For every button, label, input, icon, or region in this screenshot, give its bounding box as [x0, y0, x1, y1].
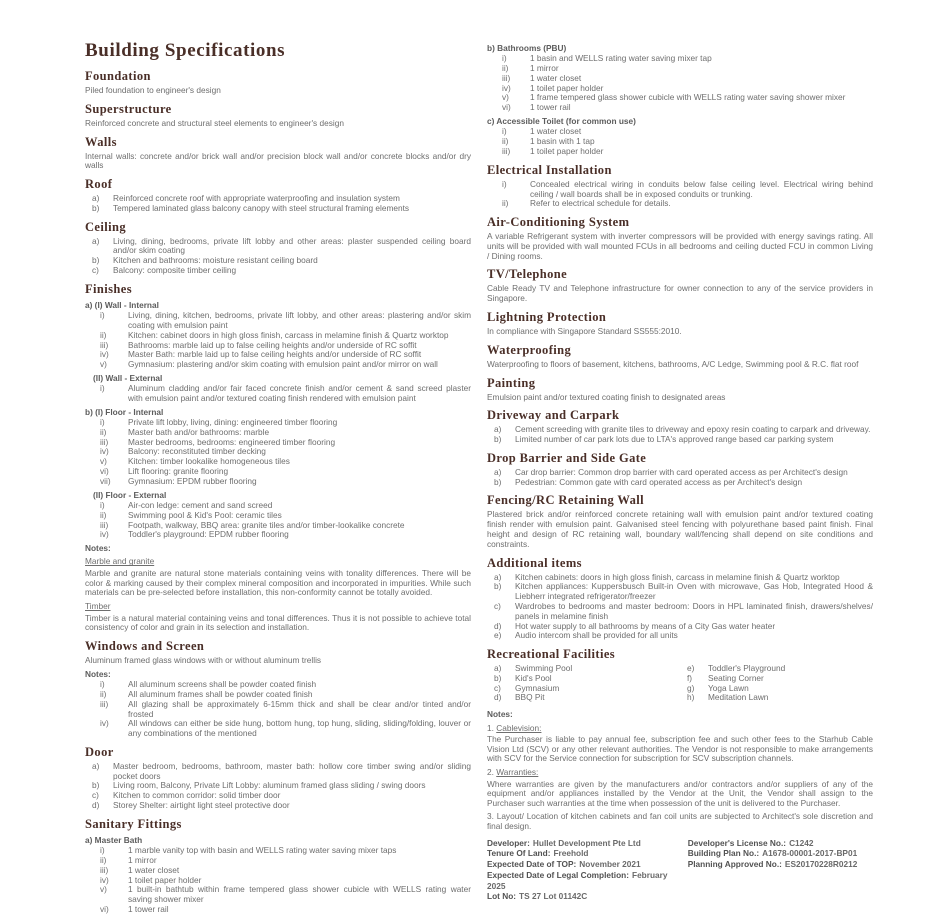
detail-value: C1242 — [789, 837, 814, 848]
list-text: Storey Shelter: airtight light steel protective door — [113, 800, 290, 811]
list-marker: b) — [494, 476, 502, 487]
list-item — [494, 693, 680, 703]
list-item — [100, 905, 471, 915]
sub-heading: (II) Wall - External — [93, 372, 163, 383]
detail-value: February 2025 — [487, 869, 668, 891]
list-marker: i) — [100, 845, 105, 856]
page-title: Building Specifications — [85, 40, 286, 61]
list-item — [92, 266, 471, 276]
list-item — [92, 237, 471, 257]
list-text: 1 built-in bathtub within frame tempered glass shower cubicle with WELLS rating water saving shower mixer — [128, 884, 471, 905]
list-text: BBQ Pit — [515, 692, 545, 703]
detail-row — [688, 859, 873, 870]
list-marker: a) — [92, 235, 100, 246]
section-heading: Additional items — [487, 555, 582, 570]
paragraph: Marble and granite are natural stone materials containing veins with tonality differences. There will be color & marking caused by their complex mineral composition and incorporated in impurities. While such materials can be pre-selected before installation, this non-conformity cannot be totally avoided. — [85, 567, 471, 598]
list-item — [92, 801, 471, 811]
list-marker: iii) — [100, 436, 109, 447]
note-number: 2. — [487, 767, 497, 778]
detail-value: Freehold — [553, 848, 589, 859]
paragraph: 3. Layout/ Location of kitchen cabinets and fan coil units are subjected to Architect's sole discretion and final design. — [487, 810, 873, 831]
list-text: Pedestrian: Common gate with card operated access as per Architect's design — [515, 476, 803, 487]
sub-heading: a) (I) Wall - Internal — [85, 299, 159, 310]
list-text: Master bedroom, bedrooms, bathroom, master bath: hollow core timber swing and/or sliding pocket doors — [113, 760, 471, 781]
underlined-note-label — [85, 556, 471, 566]
list-text: Gymnasium: EPDM rubber flooring — [128, 475, 257, 486]
detail-label: Expected Date of TOP: — [487, 859, 577, 870]
list-text: Seating Corner — [708, 672, 764, 683]
list-item — [494, 478, 873, 488]
note-number: 1. — [487, 722, 497, 733]
list-marker: d) — [494, 620, 502, 631]
section — [85, 177, 471, 214]
list-marker: ii) — [502, 63, 509, 74]
section-heading: Superstructure — [85, 101, 172, 116]
list — [487, 180, 873, 209]
section-heading: Foundation — [85, 69, 151, 83]
list-text: Limited number of car park lots due to LTA's approved range based car parking system — [515, 434, 834, 445]
document-content — [85, 40, 873, 918]
list-text: Master bath and/or bathrooms: marble — [128, 426, 270, 437]
section — [487, 376, 873, 403]
list-item — [100, 477, 471, 487]
list — [85, 501, 471, 540]
list-marker: v) — [100, 884, 107, 895]
section — [487, 493, 873, 549]
list-text: All aluminum frames shall be powder coated finish — [128, 689, 313, 699]
list-text: Gymnasium: plastering and/or skim coating with emulsion paint and/or mirror on wall — [128, 359, 438, 370]
list — [85, 762, 471, 811]
list-text: Tempered laminated glass balcony canopy with steel structural framing elements — [113, 202, 410, 213]
list-item — [502, 103, 873, 113]
list-text: Hot water supply to all bathrooms by means of a City Gas water heater — [515, 620, 776, 631]
list-marker: vi) — [100, 903, 109, 914]
section — [487, 310, 873, 337]
left-column — [85, 40, 471, 918]
list-item — [494, 582, 873, 602]
list-marker: c) — [92, 790, 99, 801]
list-text: Car drop barrier: Common drop barrier with card operated access as per Architect's design — [515, 466, 848, 477]
list-marker: b) — [92, 202, 100, 213]
list-marker: ii) — [100, 689, 107, 699]
section — [85, 220, 471, 276]
list-text: 1 toilet paper holder — [530, 82, 604, 93]
list-text: Audio intercom shall be provided for all units — [515, 630, 678, 641]
list-text: Aluminum cladding and/or fair faced concrete finish and/or cement & sand screed plaster with emulsion paint and/or textured coating finish rendered with emulsion paint — [128, 383, 471, 403]
note-label-text: Marble and granite — [85, 556, 155, 567]
section-heading: Air-Conditioning System — [487, 215, 630, 230]
list-marker: d) — [92, 800, 100, 811]
detail-label: Tenure Of Land: — [487, 848, 551, 859]
list-text: 1 mirror — [530, 63, 559, 74]
list-marker: c) — [494, 682, 501, 693]
detail-value: November 2021 — [579, 859, 641, 870]
list-marker: a) — [92, 760, 100, 771]
list-item — [502, 199, 873, 209]
list-text: Kitchen: cabinet doors in high gloss finish, carcass in melamine finish & Quartz worktop — [128, 329, 449, 340]
section-heading: Roof — [85, 177, 113, 192]
list-text: 1 tower rail — [530, 102, 571, 113]
section — [85, 135, 471, 172]
list-marker: a) — [494, 571, 502, 582]
detail-label: Expected Date of Legal Completion: — [487, 869, 629, 880]
detail-value: A1678-00001-2017-BP01 — [762, 848, 858, 859]
list-marker: v) — [100, 456, 107, 467]
list-marker: iv) — [502, 82, 511, 93]
list — [487, 468, 873, 488]
underlined-note-label — [85, 601, 471, 611]
paragraph: In compliance with Singapore Standard SS555:2010. — [487, 326, 682, 336]
list-marker: b) — [494, 581, 502, 592]
detail-row — [487, 891, 688, 902]
section — [487, 451, 873, 488]
list-item — [502, 180, 873, 200]
list-text: 1 basin and WELLS rating water saving mixer tap — [530, 53, 712, 64]
section — [487, 215, 873, 261]
list-marker: e) — [494, 630, 502, 641]
list — [85, 237, 471, 276]
list-text: Kitchen and bathrooms: moisture resistant ceiling board — [113, 255, 318, 266]
section-heading: Recreational Facilities — [487, 647, 616, 662]
list-text: Living room, Balcony, Private Lift Lobby: aluminum framed glass sliding / swing doors — [113, 780, 426, 791]
project-details-right — [688, 838, 873, 903]
detail-label: Building Plan No.: — [687, 848, 760, 859]
section — [487, 647, 873, 706]
list-marker: i) — [502, 126, 507, 137]
list-text: Kitchen to common corridor: solid timber door — [113, 790, 281, 801]
section-heading: Door — [85, 744, 114, 759]
list — [487, 54, 873, 113]
list-text: 1 toilet paper holder — [128, 874, 202, 885]
list-item — [687, 693, 873, 703]
list-text: 1 water closet — [530, 126, 582, 137]
list-marker: ii) — [100, 854, 107, 865]
section-heading: TV/Telephone — [487, 267, 568, 282]
sub-heading: (II) Floor - External — [93, 489, 167, 500]
section-heading: Finishes — [85, 281, 132, 296]
list-text: Master Bath: marble laid up to false ceiling heights and/or underside of RC soffit — [128, 349, 422, 360]
project-details-block — [487, 838, 873, 903]
detail-value: TS 27 Lot 01142C — [519, 891, 588, 902]
list — [487, 425, 873, 445]
sub-heading: Notes: — [487, 709, 513, 720]
list-marker: iv) — [100, 874, 109, 885]
section-heading: Ceiling — [85, 219, 126, 234]
list-text: Balcony: composite timber ceiling — [113, 265, 237, 276]
list-marker: c) — [494, 600, 501, 611]
list-marker: b) — [494, 672, 502, 683]
sub-heading: b) (I) Floor - Internal — [85, 406, 164, 417]
sub-heading: c) Accessible Toilet (for common use) — [487, 116, 636, 127]
list-marker: h) — [687, 692, 695, 703]
note-label-text: Warranties: — [496, 767, 539, 778]
list-marker: b) — [494, 434, 502, 445]
list-item — [494, 602, 873, 622]
list-marker: b) — [92, 780, 100, 791]
list-marker: i) — [100, 383, 105, 394]
list-marker: i) — [502, 178, 507, 189]
list-marker: iii) — [100, 339, 109, 350]
note-label-text: Timber — [85, 601, 111, 612]
two-column-list-left — [487, 664, 680, 706]
section — [487, 267, 873, 304]
list-text: Toddler's playground: EPDM rubber flooring — [128, 529, 289, 540]
list-marker: b) — [92, 255, 100, 266]
detail-value: Hullet Development Pte Ltd — [532, 837, 641, 848]
list-marker: ii) — [100, 426, 107, 437]
list-marker: e) — [687, 663, 695, 674]
detail-label: Lot No: — [487, 891, 517, 902]
two-column-list-right — [680, 664, 873, 706]
section — [85, 745, 471, 811]
list-item — [100, 360, 471, 370]
list-text: Living, dining, bedrooms, private lift lobby and other areas: plaster suspended ceiling board and/or skim coating — [113, 235, 471, 256]
list — [85, 418, 471, 486]
paragraph: Piled foundation to engineer's design — [85, 85, 221, 95]
list-text: 1 marble vanity top with basin and WELLS rating water saving mixer taps — [128, 845, 397, 856]
list — [85, 846, 471, 914]
detail-label: Developer: — [487, 837, 530, 848]
list-marker: iv) — [100, 718, 109, 729]
list-text: Master bedrooms, bedrooms: engineered timber flooring — [128, 436, 336, 447]
list-text: All aluminum screens shall be powder coated finish — [128, 679, 317, 690]
list-marker: iii) — [100, 864, 109, 875]
list-text: Lift flooring: granite flooring — [128, 466, 229, 477]
paragraph: The Purchaser is liable to pay annual fee, subscription fee and such other fees to the Starhub Cable Vision Ltd (SCV) or any other relevant authorities. The Vendor is not responsible to make arrangements with SCV for the Service connection for subscription for SCV subscription channels. — [487, 733, 873, 764]
section-heading: Lightning Protection — [487, 310, 607, 324]
list-text: 1 basin with 1 tap — [530, 136, 595, 147]
list-marker: vii) — [100, 475, 111, 486]
paragraph: Timber is a natural material containing veins and tonal differences. Thus it is not possible to achieve total consistency of color and grain in its selection and installation. — [85, 612, 471, 633]
list-text: Concealed electrical wiring in conduits below false ceiling level. Electrical wiring behind ceiling / wall boards shall be in exposed conduits or trunking. — [530, 178, 873, 199]
list-marker: iv) — [100, 446, 109, 457]
detail-label: Planning Approved No.: — [687, 859, 782, 870]
section-heading: Drop Barrier and Side Gate — [487, 450, 647, 465]
list — [85, 194, 471, 214]
section — [487, 408, 873, 445]
list-text: 1 mirror — [128, 854, 157, 865]
paragraph: Aluminum framed glass windows with or without aluminum trellis — [85, 655, 322, 666]
list-text: Kitchen: timber lookalike homogeneous tiles — [128, 456, 290, 467]
list-marker: iii) — [100, 698, 109, 709]
section-heading: Painting — [487, 375, 536, 390]
list-marker: iv) — [100, 349, 109, 360]
list-item — [100, 885, 471, 905]
list-text: Gymnasium — [515, 682, 560, 693]
list-text: Swimming pool & Kid's Pool: ceramic tiles — [128, 509, 282, 520]
list-marker: g) — [687, 682, 695, 693]
paragraph: Reinforced concrete and structural steel elements to engineer's design — [85, 117, 344, 128]
paragraph: Where warranties are given by the manufacturers and/or contractors and/or suppliers of any of the equipment and/or appliances installed by the Vendor at the Unit, the Vendor shall assign to the Purchaser such warranties at the time when possession of the unit is delivered to the Purchaser. — [487, 778, 873, 809]
list-marker: i) — [502, 53, 507, 64]
list-text: Private lift lobby, living, dining: engineered timber flooring — [128, 417, 338, 428]
list-text: Kitchen cabinets: doors in high gloss finish, carcass in melamine finish & Quartz worktop — [515, 571, 840, 582]
list-marker: v) — [100, 359, 107, 370]
list-text: 1 tower rail — [128, 903, 169, 914]
list-marker: a) — [494, 466, 502, 477]
list-marker: i) — [100, 679, 105, 690]
list-text: Air-con ledge: cement and sand screed — [128, 499, 273, 510]
list — [85, 680, 471, 739]
section — [85, 69, 471, 96]
section — [487, 556, 873, 641]
right-column — [487, 40, 873, 918]
detail-row — [688, 838, 873, 849]
sub-heading: a) Master Bath — [85, 834, 143, 845]
list-marker: ii) — [502, 136, 509, 147]
list-text: Kid's Pool — [515, 672, 552, 683]
paragraph: Emulsion paint and/or textured coating finish to designated areas — [487, 391, 726, 402]
list-marker: f) — [687, 672, 693, 683]
section-heading: Electrical Installation — [487, 162, 612, 177]
detail-row — [487, 838, 688, 849]
section — [85, 639, 471, 739]
section — [487, 163, 873, 209]
list-marker: iii) — [100, 519, 109, 530]
section-heading: Fencing/RC Retaining Wall — [487, 493, 645, 508]
list — [85, 311, 471, 370]
section — [487, 343, 873, 370]
two-column-list — [487, 664, 873, 706]
list-marker: a) — [494, 424, 502, 435]
section-heading: Windows and Screen — [85, 639, 205, 654]
list-text: Swimming Pool — [515, 663, 573, 674]
list-text: Kitchen appliances: Kuppersbusch Built-in Oven with microwave, Gas Hob, Integrated Hood & Liebherr integrated refrigerator/freezer — [515, 581, 873, 602]
section — [85, 102, 471, 129]
list-text: Yoga Lawn — [708, 682, 749, 693]
section — [85, 817, 471, 915]
sub-heading: b) Bathrooms (PBU) — [487, 43, 567, 53]
list-text: 1 water closet — [128, 864, 180, 875]
section — [85, 282, 471, 540]
list-marker: ii) — [502, 198, 509, 209]
list-item — [494, 631, 873, 641]
list-item — [494, 435, 873, 445]
list-item — [92, 762, 471, 782]
list-text: Reinforced concrete roof with appropriate waterproofing and insulation system — [113, 193, 400, 204]
paragraph: Cable Ready TV and Telephone infrastructure for owner connection to any of the service providers in Singapore. — [487, 283, 873, 304]
detail-label: Developer's License No.: — [687, 837, 787, 848]
list — [487, 127, 873, 156]
list-text: Meditation Lawn — [708, 692, 769, 703]
section — [487, 709, 873, 902]
section-heading: Driveway and Carpark — [487, 408, 620, 423]
list-item — [100, 384, 471, 404]
detail-row — [487, 859, 688, 870]
list-text: All windows can either be side hung, bottom hung, top hung, sliding, sliding/folding, louver or any combinations of the mentioned — [128, 718, 471, 739]
list-marker: c) — [92, 265, 99, 276]
list-marker: a) — [92, 193, 100, 204]
detail-row — [688, 848, 873, 859]
list-text: Wardrobes to bedrooms and master bedroom: Doors in HPL laminated finish, drawers/shelves/ panels in melamine finish — [515, 600, 873, 621]
list-item — [100, 700, 471, 720]
underlined-note-label — [487, 767, 873, 777]
list-marker: a) — [494, 663, 502, 674]
list-marker: iii) — [502, 72, 511, 83]
list — [487, 573, 873, 641]
sub-heading: Notes: — [85, 543, 111, 554]
paragraph: A variable Refrigerant system with inverter compressors will be provided with energy savings rating. All units will be provided with wall mounted FCUs in all bedrooms and ceiling ducted FCU in common Living / Dining rooms. — [487, 231, 873, 261]
list-marker: i) — [100, 310, 105, 321]
list-item — [92, 204, 471, 214]
list-text: Footpath, walkway, BBQ area: granite tiles and/or timber-lookalike concrete — [128, 519, 405, 530]
list-text: All glazing shall be approximately 6-15mm thick and shall be clear and/or tinted and/or frosted — [128, 698, 471, 719]
paragraph: Internal walls: concrete and/or brick wall and/or precision block wall and/or concrete blocks and/or dry walls — [85, 150, 471, 171]
paragraph: Plastered brick and/or reinforced concrete retaining wall with emulsion paint and/or textured coating finish render with emulsion paint. Galvanised steel fencing with polyurethane based paint finish. Final height and design of RC retaining wall, boundary wall/fencing shall depend on site conditions and constraints. — [487, 509, 873, 549]
paragraph: Waterproofing to floors of basement, kitchens, bathrooms, A/C Ledge, Swimming pool & R.C. flat roof — [487, 358, 859, 369]
list-marker: d) — [494, 692, 502, 703]
list-item — [100, 530, 471, 540]
project-details-left — [487, 838, 688, 903]
list-marker: i) — [100, 499, 105, 510]
list-marker: iii) — [502, 145, 511, 156]
list-text: Balcony: reconstituted timber decking — [128, 446, 266, 457]
list-text: Bathrooms: marble laid up to false ceiling heights and/or underside of RC soffit — [128, 339, 417, 350]
underlined-note-label — [487, 723, 873, 733]
note-label-text: Cablevision: — [496, 722, 542, 733]
list-text: 1 water closet — [530, 72, 582, 83]
list — [680, 664, 873, 703]
list-item — [502, 147, 873, 157]
list-marker: ii) — [100, 509, 107, 520]
detail-value: ES20170228R0212 — [784, 859, 858, 870]
list-marker: vi) — [100, 466, 109, 477]
list-marker: vi) — [502, 102, 511, 113]
section — [487, 43, 873, 157]
list-text: Refer to electrical schedule for details. — [530, 198, 671, 209]
list-marker: iv) — [100, 529, 109, 540]
list-text: Cement screeding with granite tiles to driveway and epoxy resin coating to carpark and driveway. — [515, 424, 871, 435]
list-marker: v) — [502, 92, 509, 103]
section-heading: Waterproofing — [487, 342, 572, 357]
sub-heading: Notes: — [85, 668, 111, 679]
list-marker: i) — [100, 417, 105, 428]
detail-row — [487, 870, 688, 892]
list-item — [100, 719, 471, 739]
list-text: 1 frame tempered glass shower cubicle with WELLS rating water saving shower mixer — [530, 92, 846, 103]
list — [487, 664, 680, 703]
list-marker: ii) — [100, 329, 107, 340]
list-text: Toddler's Playground — [708, 663, 786, 674]
list-text: 1 toilet paper holder — [530, 145, 604, 156]
list-text: Living, dining, kitchen, bedrooms, private lift lobby, and other areas: plastering and/or skim coating with emulsion paint — [128, 310, 471, 330]
section-heading: Walls — [85, 134, 117, 149]
section-heading: Sanitary Fittings — [85, 816, 182, 831]
detail-row — [487, 848, 688, 859]
section — [85, 543, 471, 633]
list-item — [100, 311, 471, 331]
list — [85, 384, 471, 404]
